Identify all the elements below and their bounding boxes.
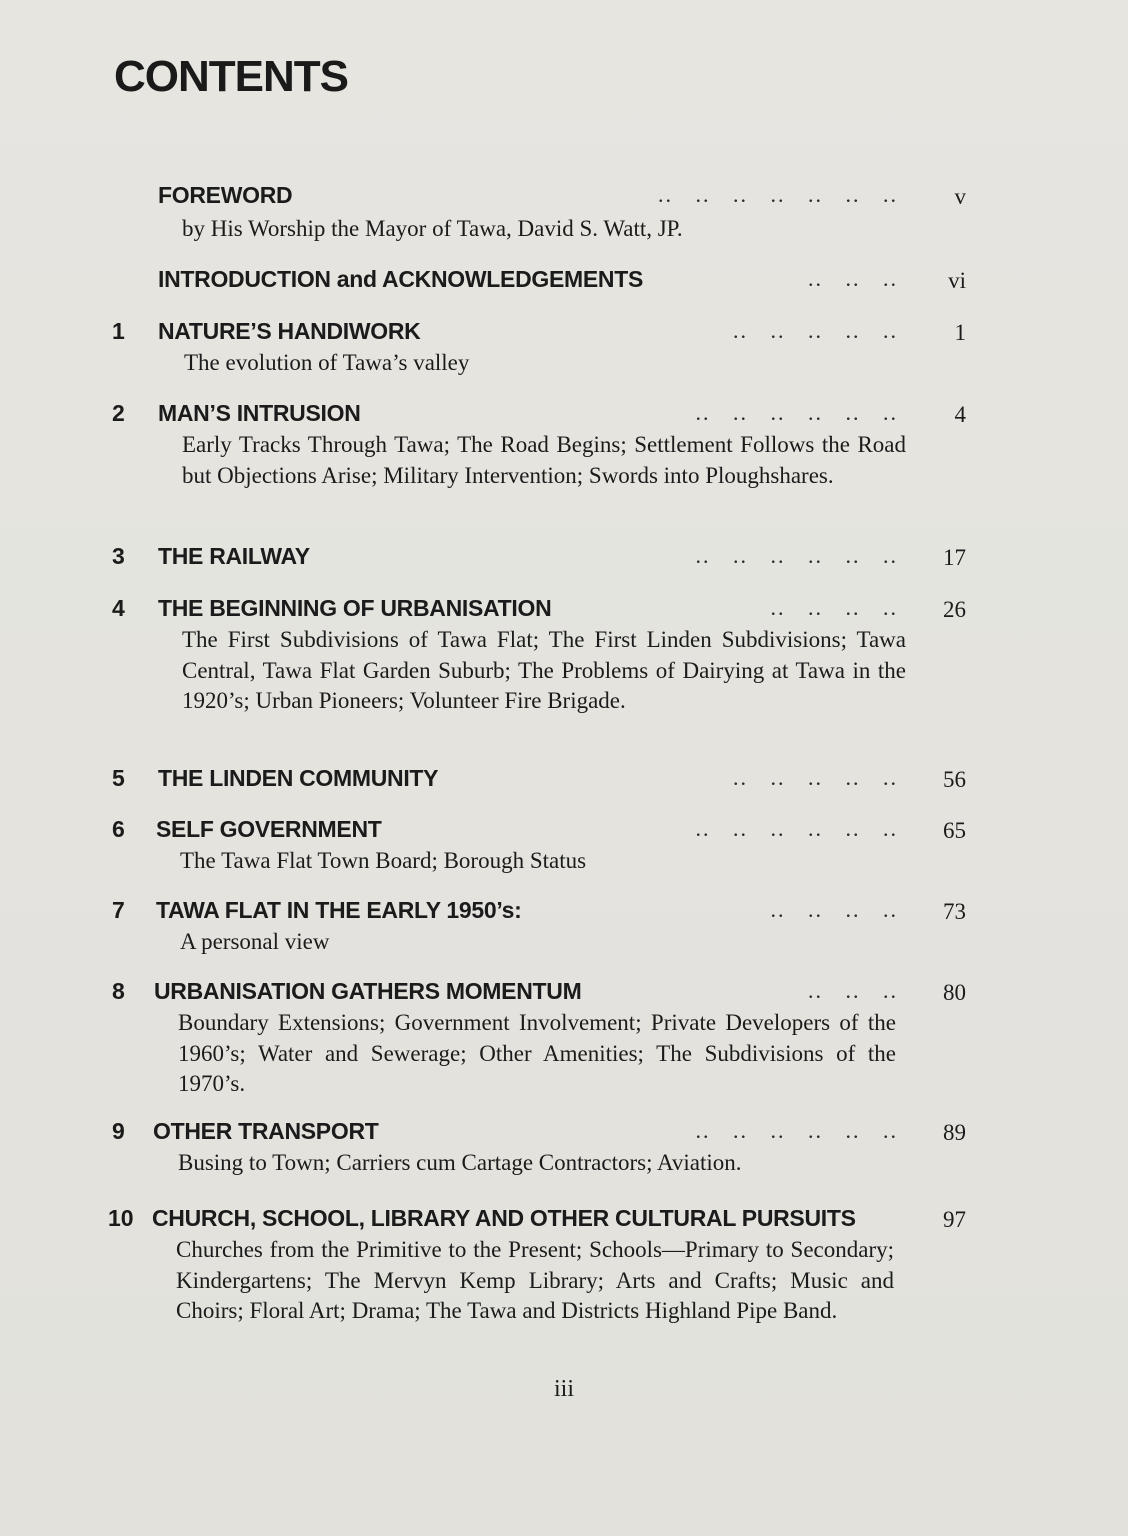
entry-page: 97	[943, 1207, 966, 1232]
entry-page: 26	[943, 597, 966, 622]
entry-description: Boundary Extensions; Government Involvement; Private Developers of the 1960’s; Water and Sewerage; Other Amenities; The Subdivisions of the 1970’s.	[178, 1010, 896, 1096]
entry-number: 9	[112, 1118, 125, 1144]
entry-page: vi	[948, 268, 966, 293]
entry-page: 17	[943, 545, 966, 570]
entry-page: 65	[943, 818, 966, 843]
leader-dots: .. .. .. ..	[770, 595, 898, 620]
entry-title: NATURE’S HANDIWORK	[158, 318, 421, 344]
entry-description: The First Subdivisions of Tawa Flat; The First Linden Subdivisions; Tawa Central, Tawa Flat Garden Suburb; The Problems of Dairying at Tawa in the 1920’s; Urban Pioneers; Volunteer Fire Brigade.	[182, 627, 906, 713]
entry-description: The Tawa Flat Town Board; Borough Status	[180, 848, 587, 873]
entry-page: 4	[954, 402, 966, 427]
leader-dots: .. .. ..	[808, 266, 898, 291]
entry-page: 89	[943, 1120, 966, 1145]
entry-number: 4	[112, 595, 125, 621]
leader-dots: .. .. .. .. .. ..	[695, 816, 898, 841]
entry-title: THE RAILWAY	[158, 543, 310, 569]
entry-page: v	[954, 184, 966, 209]
entry-page: 73	[943, 899, 966, 924]
entry-title: URBANISATION GATHERS MOMENTUM	[154, 978, 582, 1004]
entry-page: 1	[954, 320, 966, 345]
entry-title: INTRODUCTION and ACKNOWLEDGEMENTS	[158, 266, 644, 292]
entry-number: 7	[112, 897, 125, 923]
entry-title: TAWA FLAT IN THE EARLY 1950’s:	[156, 897, 522, 923]
entry-number: 10	[108, 1205, 134, 1231]
entry-description: A personal view	[180, 929, 330, 954]
leader-dots: .. .. .. .. .. ..	[695, 1118, 898, 1143]
page-folio: iii	[553, 1376, 574, 1402]
entry-title: MAN’S INTRUSION	[158, 400, 361, 426]
entry-number: 1	[112, 318, 125, 344]
entry-number: 8	[112, 978, 125, 1004]
entry-description: The evolution of Tawa’s valley	[184, 350, 470, 375]
entry-description: Early Tracks Through Tawa; The Road Begins; Settlement Follows the Road but Objections Arise; Military Intervention; Swords into Ploughshares.	[182, 432, 906, 488]
entry-title: THE BEGINNING OF URBANISATION	[158, 595, 552, 621]
leader-dots: .. .. .. ..	[770, 897, 898, 922]
entry-title: FOREWORD	[158, 182, 293, 208]
leader-dots: .. .. .. .. ..	[733, 318, 898, 343]
leader-dots: .. .. .. .. .. ..	[695, 543, 898, 568]
leader-dots: .. .. .. .. .. .. ..	[658, 182, 898, 207]
entry-description: by His Worship the Mayor of Tawa, David S. Watt, JP.	[182, 216, 683, 241]
entry-title: CHURCH, SCHOOL, LIBRARY AND OTHER CULTURAL PURSUITS	[152, 1205, 856, 1231]
entry-title: THE LINDEN COMMUNITY	[158, 765, 439, 791]
entry-page: 56	[943, 767, 966, 792]
entry-title: OTHER TRANSPORT	[153, 1118, 379, 1144]
entry-page: 80	[943, 980, 966, 1005]
entry-title: SELF GOVERNMENT	[156, 816, 382, 842]
entry-description: Churches from the Primitive to the Present; Schools—Primary to Secondary; Kindergartens; The Mervyn Kemp Library; Arts and Crafts; Music and Choirs; Floral Art; Drama; The Tawa and Districts Highland Pipe Band.	[176, 1237, 894, 1323]
leader-dots: .. .. .. .. .. ..	[695, 400, 898, 425]
entry-number: 2	[112, 400, 125, 426]
entry-number: 3	[112, 543, 125, 569]
entry-number: 5	[112, 765, 125, 791]
entry-number: 6	[112, 816, 125, 842]
leader-dots: .. .. .. .. ..	[733, 765, 898, 790]
entry-description: Busing to Town; Carriers cum Cartage Contractors; Aviation.	[178, 1150, 742, 1175]
leader-dots: .. .. ..	[808, 978, 898, 1003]
page-heading: CONTENTS	[114, 52, 348, 101]
